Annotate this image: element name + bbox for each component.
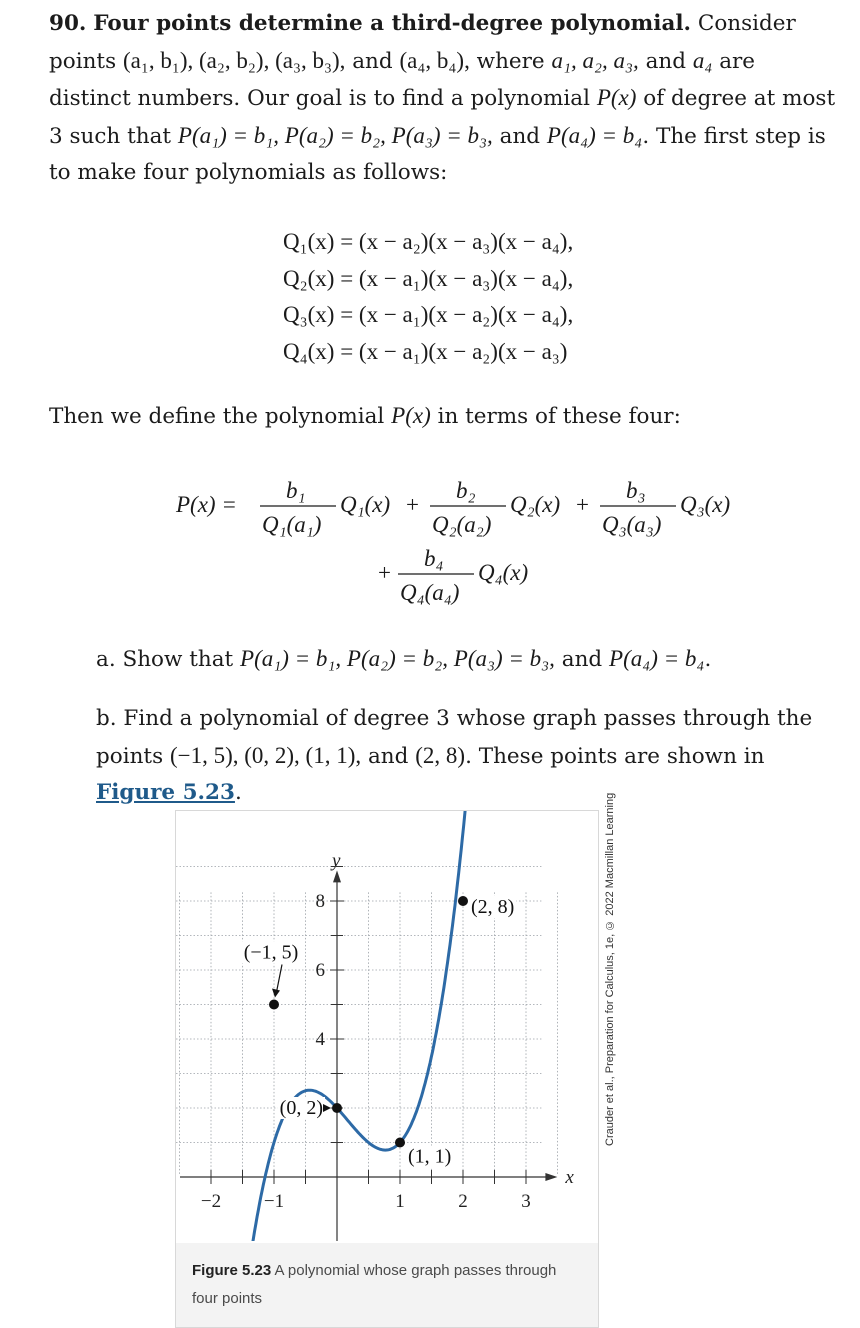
points-list: (a₁, b₁), (a₂, b₂), (a₃, b₃), — [122, 47, 346, 73]
term4-factor: Q₄(x) — [478, 560, 529, 585]
term2-den: Q₂(a₂) — [432, 512, 492, 537]
point-label: (1, 1) — [408, 1145, 452, 1168]
part-b-end: . — [234, 780, 242, 805]
x-tick-label: −1 — [263, 1191, 285, 1212]
term1-op: + — [406, 492, 419, 517]
intro-text: Consider points — [49, 11, 796, 74]
term2-num: b₂ — [456, 478, 476, 503]
intro-and: and — [345, 48, 400, 74]
y-axis-arrow — [333, 870, 341, 882]
part-b-points: (−1, 5), (0, 2), (1, 1), — [169, 742, 362, 768]
problem-intro — [49, 6, 839, 192]
caption-label: Figure 5.23 — [192, 1262, 272, 1279]
part-b-mid: . These points are shown in — [465, 743, 765, 769]
a4-var: a₄ — [692, 47, 713, 73]
figure-link[interactable]: Figure 5.23 — [96, 780, 235, 805]
intro-and-3: and — [492, 123, 547, 149]
data-point — [458, 896, 468, 906]
point-label: (0, 2) — [279, 1097, 323, 1119]
part-a-label: a. Show that — [96, 647, 241, 672]
term3-factor: Q₃(x) — [680, 492, 731, 517]
q2-equation: Q₂(x) = (x − a₁)(x − a₃)(x − a₄), — [283, 265, 574, 291]
y-tick-label: 8 — [315, 891, 325, 912]
part-b-last-point: (2, 8) — [415, 742, 466, 768]
y-tick-label: 4 — [315, 1029, 325, 1050]
term1-num: b₁ — [286, 478, 306, 503]
term4-op: + — [378, 560, 391, 585]
caption-text: A polynomial whose graph passes through four points — [192, 1262, 557, 1307]
part-b-and: and — [361, 743, 416, 769]
term1-den: Q₁(a₁) — [262, 512, 322, 537]
term3-den: Q₃(a₃) — [602, 512, 662, 537]
data-point — [395, 1138, 405, 1148]
p-lhs: P(x) = — [176, 492, 237, 517]
intro-and-2: and — [638, 48, 693, 74]
problem-title: Four points determine a third-degree polynomial. — [93, 11, 692, 36]
conditions: P(a₁) = b₁, P(a₂) = b₂, P(a₃) = b₃, — [177, 122, 493, 148]
term2-factor: Q₂(x) — [510, 492, 561, 517]
define-px: P(x) — [391, 403, 431, 428]
part-b-label: b. Find a polynomial of degree 3 whose graph passes through the points — [96, 706, 813, 769]
distinct-vars: a₁, a₂, a₃, — [551, 47, 639, 73]
data-point — [269, 1000, 279, 1010]
point-label: (2, 8) — [471, 896, 515, 918]
problem-number: 90. — [49, 11, 87, 36]
part-a-and: and — [554, 647, 610, 672]
term3-num: b₃ — [626, 478, 646, 503]
condition-4: P(a₄) = b₄ — [546, 122, 643, 148]
y-axis-label: y — [332, 850, 341, 872]
term4-num: b₄ — [424, 546, 444, 571]
define-text — [49, 398, 839, 436]
caption-box — [176, 1243, 598, 1327]
intro-text-2: are distinct numbers. Our goal is to find a polynomial — [49, 48, 756, 111]
label-pointer-head-2 — [323, 1104, 331, 1112]
x-axis-label: x — [565, 1167, 574, 1188]
figure-5-23 — [175, 810, 599, 1328]
q4-equation: Q₄(x) = (x − a₁)(x − a₂)(x − a₃) — [283, 338, 568, 364]
intro-text-4: . The first step is to make four polynomials as follows: — [49, 123, 826, 185]
label-pointer-head — [272, 989, 280, 998]
figure-credit: Crauder et al., Preparation for Calculus, 1e, © 2022 Macmillan Learning — [604, 792, 616, 1146]
part-a-eq: P(a₁) = b₁, P(a₂) = b₂, P(a₃) = b₃, — [240, 646, 555, 671]
q3-equation: Q₃(x) = (x − a₁)(x − a₂)(x − a₄), — [283, 302, 574, 327]
x-tick-label: 1 — [395, 1191, 405, 1212]
px-expr: P(x) — [596, 85, 637, 110]
p-formula — [160, 470, 780, 620]
part-a-end: . — [704, 647, 712, 672]
part-a-eq4: P(a₄) = b₄ — [609, 646, 705, 671]
point-label: (−1, 5) — [243, 941, 299, 964]
define-before: Then we define the polynomial — [49, 404, 392, 429]
point-4: (a₄, b₄), — [399, 47, 470, 73]
x-tick-label: 2 — [458, 1191, 468, 1212]
part-a — [96, 641, 846, 679]
term4-den: Q₄(a₄) — [400, 580, 460, 605]
intro-text-3: of degree at most 3 such that — [49, 86, 836, 149]
term2-op: + — [576, 492, 589, 517]
define-after: in terms of these four: — [430, 404, 681, 429]
term1-factor: Q₁(x) — [340, 492, 391, 517]
y-tick-label: 6 — [315, 960, 325, 981]
x-axis-arrow — [545, 1173, 557, 1181]
x-tick-label: 3 — [521, 1191, 531, 1212]
polynomial-chart — [176, 811, 598, 1241]
figure-caption — [192, 1257, 582, 1313]
part-b — [96, 701, 846, 812]
q1-equation: Q₁(x) = (x − a₂)(x − a₃)(x − a₄), — [283, 229, 574, 254]
q-equations — [283, 224, 573, 370]
data-point — [332, 1103, 342, 1113]
intro-where: where — [469, 48, 552, 74]
x-tick-label: −2 — [200, 1191, 222, 1212]
